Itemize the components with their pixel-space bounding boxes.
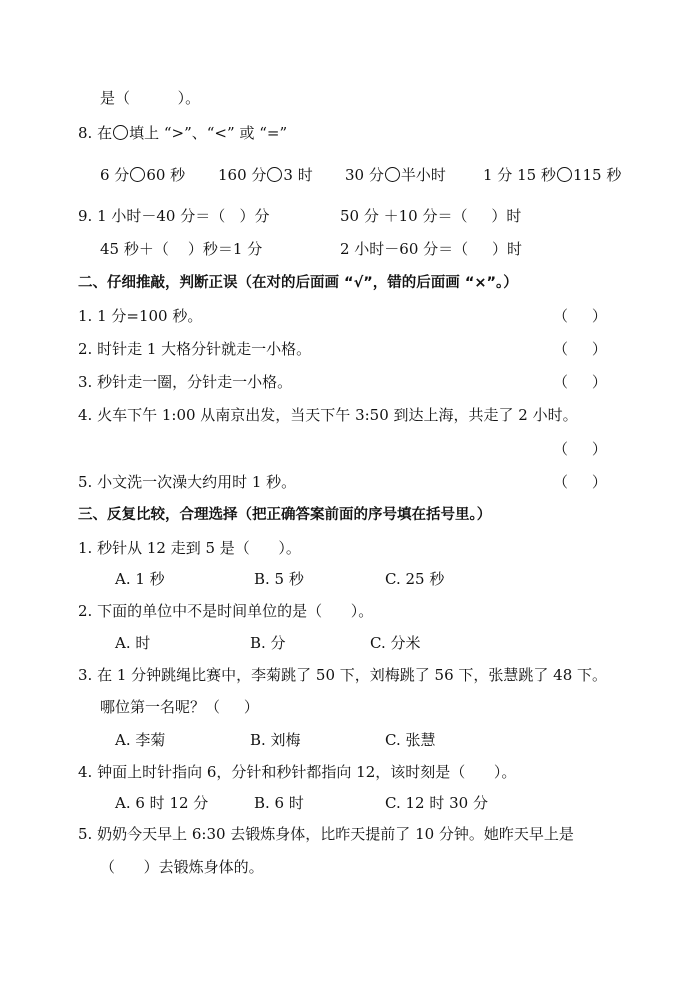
circle-blank-icon[interactable] [557, 167, 572, 182]
q8-item-1 [100, 165, 185, 185]
s3-q1-option-c: C. 25 秒 [385, 570, 445, 588]
s2-item-2: 2. 时针走 1 大格分针就走一小格。 [78, 340, 312, 358]
section-2-title: 二、仔细推敲，判断正误（在对的后面画 “√”，错的后面画 “×”。） [78, 275, 518, 291]
s3-q3-option-a: A. 李菊 [115, 731, 166, 749]
s2-answer-paren-3[interactable]: （ ） [553, 373, 607, 391]
q8-item-3-right: 半小时 [400, 166, 446, 184]
s2-item-3: 3. 秒针走一圈，分针走一小格。 [78, 373, 293, 391]
q9-row2-a: 45 秒＋（ ）秒＝1 分 [100, 240, 263, 258]
s2-answer-paren-5[interactable]: （ ） [553, 473, 607, 491]
q8-item-1-left: 6 分 [100, 166, 130, 184]
q8-item-4-right: 115 秒 [572, 166, 622, 184]
q8-number: 8. 在 [78, 124, 113, 142]
q9-row2-b: 2 小时－60 分＝（ ）时 [340, 240, 523, 258]
circle-blank-icon[interactable] [130, 167, 145, 182]
q8-item-1-right: 60 秒 [146, 166, 186, 184]
s2-answer-paren-1[interactable]: （ ） [553, 307, 607, 325]
s3-q2-option-c: C. 分米 [370, 634, 421, 652]
q9-row1-a: 9. 1 小时－40 分＝（ ）分 [78, 207, 270, 225]
s3-q3-stem: 3. 在 1 分钟跳绳比赛中，李菊跳了 50 下，刘梅跳了 56 下，张慧跳了 48 下。 [78, 666, 608, 684]
section-3-title: 三、反复比较，合理选择（把正确答案前面的序号填在括号里。） [78, 507, 492, 523]
q8-item-4 [483, 165, 621, 185]
q8-item-4-left: 1 分 15 秒 [483, 166, 556, 184]
s3-q4-option-c: C. 12 时 30 分 [385, 794, 488, 812]
s3-q5-stem: 5. 奶奶今天早上 6:30 去锻炼身体，比昨天提前了 10 分钟。她昨天早上是 [78, 825, 574, 843]
q8-item-2 [218, 165, 313, 185]
s2-answer-paren-4[interactable]: （ ） [553, 440, 607, 458]
prev-question-tail: 是（ ）。 [100, 89, 201, 107]
q8-stem [78, 123, 287, 143]
s3-q4-stem: 4. 钟面上时针指向 6，分针和秒针都指向 12，该时刻是（ ）。 [78, 763, 517, 781]
s3-q3-option-b: B. 刘梅 [250, 731, 301, 749]
s2-item-1: 1. 1 分=100 秒。 [78, 307, 203, 325]
q8-item-3-left: 30 分 [345, 166, 384, 184]
s2-item-5: 5. 小文洗一次澡大约用时 1 秒。 [78, 473, 297, 491]
s3-q4-option-a: A. 6 时 12 分 [115, 794, 209, 812]
q9-row1-b: 50 分 ＋10 分＝（ ）时 [340, 207, 522, 225]
circle-blank-icon [113, 125, 128, 140]
q8-item-3 [345, 165, 446, 185]
circle-blank-icon[interactable] [267, 167, 282, 182]
s3-q4-option-b: B. 6 时 [254, 794, 304, 812]
s3-q1-option-b: B. 5 秒 [254, 570, 304, 588]
q8-item-2-left: 160 分 [218, 166, 267, 184]
s3-q3-option-c: C. 张慧 [385, 731, 436, 749]
s3-q2-option-a: A. 时 [115, 634, 151, 652]
s3-q1-option-a: A. 1 秒 [115, 570, 165, 588]
s3-q3-stem-2: 哪位第一名呢？（ ） [100, 698, 259, 716]
s3-q5-stem-2: （ ）去锻炼身体的。 [100, 858, 264, 876]
s2-item-4: 4. 火车下午 1:00 从南京出发，当天下午 3:50 到达上海，共走了 2 小时。 [78, 406, 578, 424]
q8-stem-rest: 填上 “>”、“<” 或 “=” [129, 124, 288, 142]
circle-blank-icon[interactable] [385, 167, 400, 182]
s3-q2-option-b: B. 分 [250, 634, 286, 652]
s2-answer-paren-2[interactable]: （ ） [553, 340, 607, 358]
s3-q2-stem: 2. 下面的单位中不是时间单位的是（ ）。 [78, 602, 374, 620]
q8-item-2-right: 3 时 [283, 166, 313, 184]
s3-q1-stem: 1. 秒针从 12 走到 5 是（ ）。 [78, 539, 301, 557]
